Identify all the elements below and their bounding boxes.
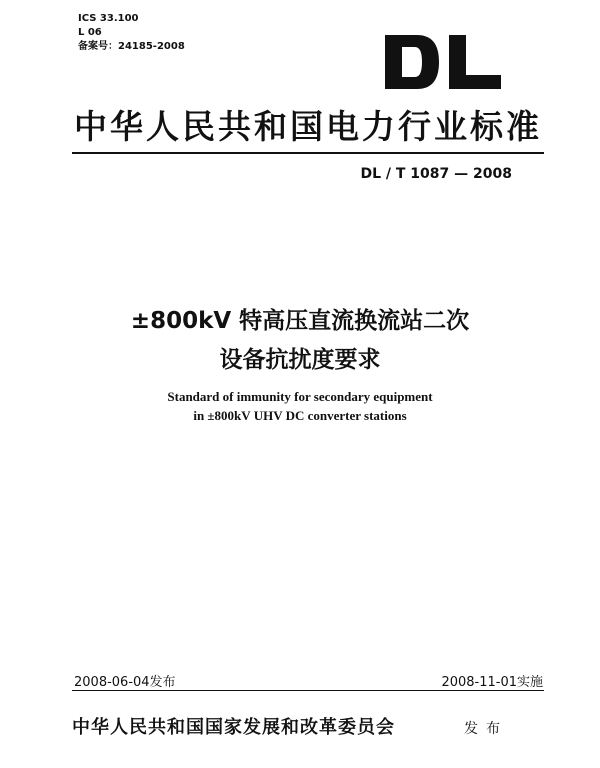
dl-logo — [383, 33, 503, 91]
publish-label: 发布 — [464, 721, 508, 737]
standard-number: DL / T 1087 — 2008 — [360, 166, 512, 182]
footer-divider — [72, 690, 544, 691]
english-title-line1: Standard of immunity for secondary equipment — [167, 389, 433, 404]
record-number: 备案号：24185-2008 — [78, 41, 185, 52]
ccs-code: L 06 — [78, 27, 102, 38]
chinese-title-line1: ±800kV 特高压直流换流站二次 — [130, 308, 470, 334]
dl-logo-graphic — [383, 33, 503, 91]
dl-logo-text: DL — [383, 33, 385, 34]
org-title: 中华人民共和国电力行业标准 — [74, 107, 542, 146]
chinese-title-line2: 设备抗扰度要求 — [219, 347, 381, 373]
effective-date: 2008-11-01实施 — [441, 675, 543, 690]
issuing-authority: 中华人民共和国国家发展和改革委员会 — [72, 717, 395, 738]
english-title-line2: in ±800kV UHV DC converter stations — [193, 408, 407, 423]
classification-block — [78, 12, 185, 54]
ics-code: ICS 33.100 — [78, 13, 139, 24]
issue-date: 2008-06-04发布 — [74, 675, 176, 690]
header-divider — [72, 152, 544, 154]
